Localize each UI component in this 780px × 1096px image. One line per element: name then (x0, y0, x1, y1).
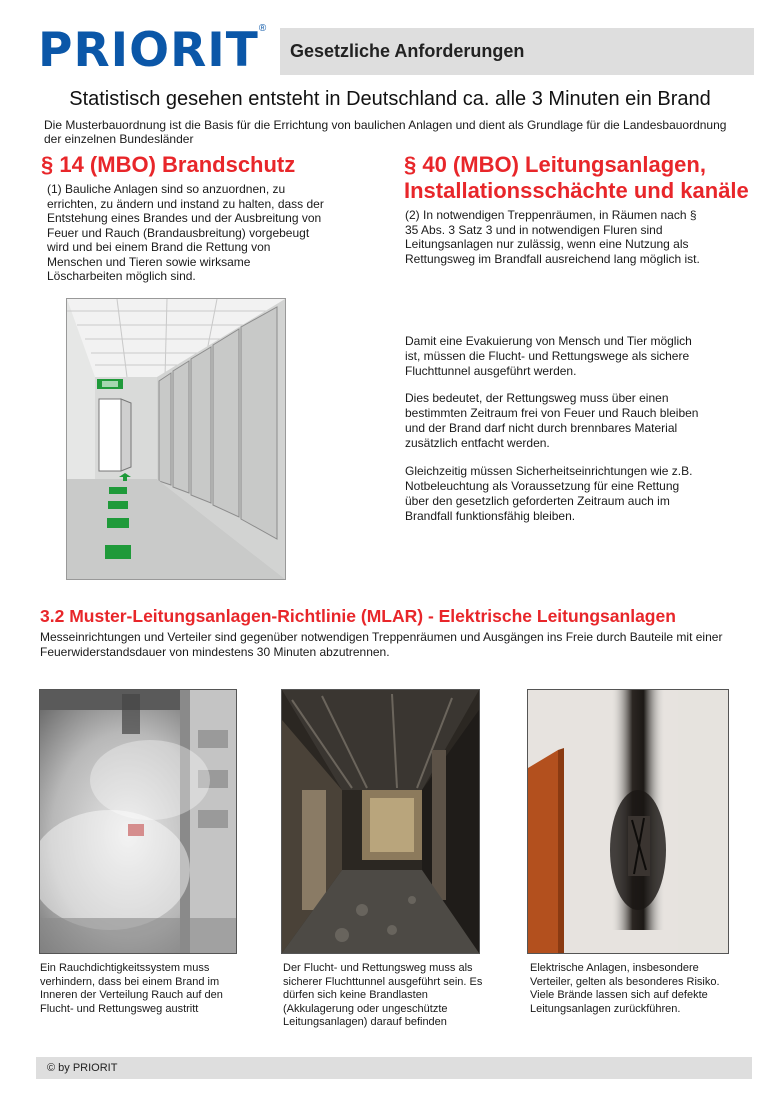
intro-text: Die Musterbauordnung ist die Basis für die Errichtung von baulichen Anlagen und dient als Grundlage für die Landesbauordnung der einzelnen Bundesländer (44, 118, 727, 146)
evacuation-paragraph: Damit eine Evakuierung von Mensch und Tier möglich ist, müssen die Flucht- und Rettungswege als sichere Fluchttunnel ausgeführt werden. (405, 334, 692, 378)
caption-escape-route: Der Flucht- und Rettungsweg muss als sicherer Fluchttunnel ausgeführt sein. Es dürfen sich keine Brandlasten (Akkulagerung oder ungeschützte Leitungsanlagen) darauf befinden (283, 962, 483, 1028)
burnt-corridor-photo (281, 689, 480, 954)
section-14-text: (1) Bauliche Anlagen sind so anzuordnen, zu errichten, zu ändern und instand zu halten, dass der Entstehung eines Brandes und der Ausbreitung von Feuer und Rauch (Brandausbreitung) vorgebeugt wird und bei einem Brand die Rettung von Menschen und Tieren sowie wirksame Löscharbeiten möglich sind. (47, 182, 324, 283)
section-14-heading: § 14 (MBO) Brandschutz (41, 152, 296, 177)
escape-route-paragraph: Dies bedeutet, der Rettungsweg muss über einen bestimmten Zeitraum frei von Feuer und Rauch bleiben und der Brand darf nicht durch brennbares Material zusätzlich entfacht werden. (405, 391, 699, 450)
priorit-logo (38, 22, 278, 80)
logo-text: PRIORIT (38, 23, 259, 78)
section-40-heading: § 40 (MBO) Leitungsanlagen, Installationsschächte und kanäle (404, 152, 749, 203)
safety-equipment-paragraph: Gleichzeitig müssen Sicherheitseinrichtungen wie z.B. Notbeleuchtung als Voraussetzung für eine Rettung über den gesetzlich geforderten Zeitraum auch im Brandfall funktionsfähig bleiben. (405, 464, 693, 523)
copyright-text: © by PRIORIT (47, 1062, 118, 1074)
burnt-installation-photo (527, 689, 729, 954)
headline: Statistisch gesehen entsteht in Deutschland ca. alle 3 Minuten ein Brand (69, 88, 711, 110)
section-32-heading: 3.2 Muster-Leitungsanlagen-Richtlinie (MLAR) - Elektrische Leitungsanlagen (40, 606, 676, 626)
smoke-cabinet-photo (39, 689, 237, 954)
corridor-illustration (66, 298, 286, 580)
section-32-text: Messeinrichtungen und Verteiler sind gegenüber notwendigen Treppenräumen und Ausgängen ins Freie durch Bauteile mit einer Feuerwiderstandsdauer von mindestens 30 Minuten abzutrennen. (40, 630, 723, 659)
section-40-text: (2) In notwendigen Treppenräumen, in Räumen nach § 35 Abs. 3 Satz 3 und in notwendigen Fluren sind Leitungsanlagen nur zulässig, wenn eine Nutzung als Rettungsweg im Brandfall ausreichend lang möglich ist. (405, 208, 700, 266)
page-title: Gesetzliche Anforderungen (290, 41, 525, 61)
footer-bar (36, 1057, 752, 1079)
caption-smoke-system: Ein Rauchdichtigkeitssystem muss verhindern, dass bei einem Brand im Inneren der Verteilung Rauch auf den Flucht- und Rettungsweg austritt (40, 962, 223, 1015)
caption-electrical-risk: Elektrische Anlagen, insbesondere Verteiler, gelten als besonderes Risiko. Viele Brände lassen sich auf defekte Leitungsanlagen zurückführen. (530, 962, 720, 1015)
registered-mark: ® (258, 23, 267, 34)
